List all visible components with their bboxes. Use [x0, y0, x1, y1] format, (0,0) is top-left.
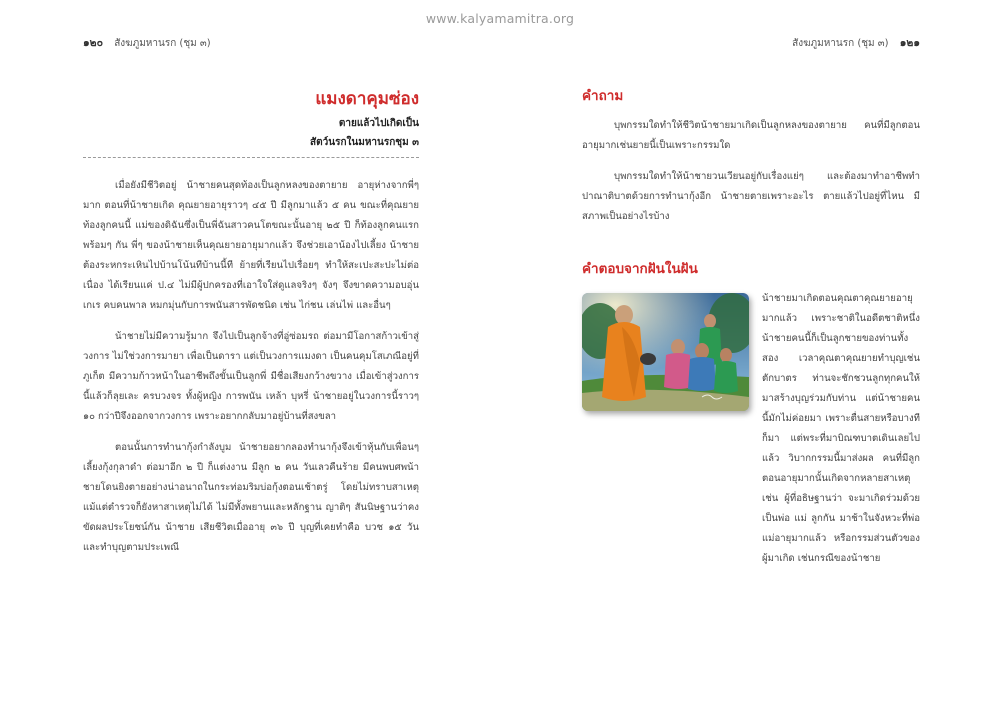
right-page-header — [792, 34, 920, 51]
story-paragraph-1: เมื่อยังมีชีวิตอยู่ น้าชายคนสุดท้องเป็นลูกหลงของตายาย อายุห่างจากพี่ๆ มาก ตอนที่น้าชายเกิด คุณยายอายุราวๆ ๔๕ ปี มีลูกมาแล้ว ๕ คน ขณะที่คุณยายท้องลูกคนนี้ แม่ของดิฉันซึ่งเป็นพี่ฉันสาวคนโตขณะนั้นอายุ ๒๕ ปี ก็ท้องลูกคนแรกพร้อมๆ กัน พี่ๆ ของน้าชายเห็นคุณยายอายุมากแล้ว จึงช่วยเอาน้องไปเลี้ยง น้าชายต้องระหกระเหินไปบ้านโน้นทีบ้านนี้ที ย้ายที่เรียนไปเรื่อยๆ ทำให้สะเปะสะปะไม่ต่อเนื่อง ได้เรียนแค่ ป.๔ ไม่มีผู้ปกครองที่เอาใจใส่ดูแลจริงๆ จังๆ จึงขาดความอบอุ่น เกเร คบคนพาล หมกมุ่นกับการพนันสารพัดชนิด เช่น ไก่ชน เล่นไพ่ และอื่นๆ — [83, 180, 419, 311]
title-divider — [83, 157, 419, 158]
answer-paragraph: น้าชายมาเกิดตอนคุณตาคุณยายอายุมากแล้ว เพราะชาติในอดีตชาติหนึ่ง น้าชายคนนี้ก็เป็นลูกชายของท่านทั้งสอง เวลาคุณตาคุณยายทำบุญเช่นตักบาตร ท่านจะชักชวนลูกทุกคนให้มาสร้างบุญร่วมกับท่าน แต่น้าชายคนนี้มักไม่ค่อยมา เพราะตื่นสายหรือบางทีก็มา แต่พระที่มาบิณฑบาตเดินเลยไปแล้ว วิบากกรรมนี้มาส่งผล คนที่มีลูกตอนอายุมากนั้นเกิดจากหลายสาเหตุ เช่น ผู้ที่อธิษฐานว่า จะมาเกิดร่วมด้วย เป็นพ่อ แม่ ลูกกัน มาช้าในจังหวะที่พ่อแม่อายุมากแล้ว หรือกรรมส่วนตัวของผู้มาเกิด เช่นกรณีของน้าชาย — [762, 293, 920, 564]
answer-heading: คำตอบจากฝันในฝัน — [582, 261, 698, 277]
story-title: แมงดาคุมซ่อง — [315, 89, 419, 109]
answer-section — [582, 289, 920, 569]
story-subtitle-line2: สัตว์นรกในมหานรกชุม ๓ — [310, 137, 419, 148]
right-page-number: ๑๒๑ — [899, 37, 920, 49]
site-url[interactable]: www.kalyamamitra.org — [425, 11, 575, 26]
question-paragraph-2: บุพกรรมใดทำให้น้าชายวนเวียนอยู่กับเรื่องแย่ๆ และต้องมาทำอาชีพทำปาณาติบาตด้วยการทำนากุ้งอีก น้าชายตายเพราะอะไร ตายแล้วไปอยู่ที่ไหน มีสภาพเป็นอย่างไรบ้าง — [582, 171, 920, 222]
story-subtitle-line1: ตายแล้วไปเกิดเป็น — [338, 118, 419, 129]
left-page-column — [83, 84, 419, 569]
right-page-column — [582, 84, 920, 569]
left-page-number: ๑๒๐ — [83, 37, 103, 49]
story-paragraph-2: น้าชายไม่มีความรู้มาก จึงไปเป็นลูกจ้างที่อู่ซ่อมรถ ต่อมามีโอกาสก้าวเข้าสู่วงการ ไม่ใช่วงการมายา เพื่อเป็นดารา แต่เป็นวงการแมงดา เป็นคนคุมโสเภณีอยู่ที่ภูเก็ต มีความก้าวหน้าในอาชีพถึงขั้นเป็นลูกพี่ มีชื่อเสียงกว้างขวาง เมื่อเข้าสู่วงการนี้แล้วก็ลุยเละ ครบวงจร ทั้งผู้หญิง การพนัน เหล้า บุหรี่ น้าชายอยู่ในวงการนี้ราวๆ ๑๐ กว่าปีจึงออกจากวงการ เพราะอยากกลับมาอยู่บ้านที่สงขลา — [83, 331, 419, 422]
question-paragraph-1: บุพกรรมใดทำให้ชีวิตน้าชายมาเกิดเป็นลูกหลงของตายาย คนที่มีลูกตอนอายุมากเช่นยายนี้เป็นเพราะกรรมใด — [582, 120, 920, 151]
right-running-title: สังฆภูมหานรก (ชุม ๓) — [792, 38, 889, 49]
story-paragraph-3: ตอนนั้นการทำนากุ้งกำลังบูม น้าชายอยากลองทำนากุ้งจึงเข้าหุ้นกับเพื่อนๆ เลี้ยงกุ้งกุลาดำ ต่อมาอีก ๒ ปี ก็แต่งงาน มีลูก ๒ คน วันเลวคืนร้าย มีคนพบศพน้าชายโดนยิงตายอย่างน่าอนาถในกระท่อมริมบ่อกุ้งตอนเช้าตรู่ โดยไม่ทราบสาเหตุ แม้แต่ตำรวจก็ยังหาสาเหตุไม่ได้ ไม่มีทั้งพยานและหลักฐาน ญาติๆ สันนิษฐานว่าคงขัดผลประโยชน์กัน น้าชาย เสียชีวิตเมื่ออายุ ๓๖ ปี บุญที่เคยทำคือ บวช ๑๕ วัน และทำบุญตามประเพณี — [83, 442, 419, 553]
left-page-header — [83, 34, 211, 51]
left-running-title: สังฆภูมหานรก (ชุม ๓) — [114, 38, 211, 49]
question-heading: คำถาม — [582, 88, 624, 104]
monk-alms-illustration — [582, 293, 749, 411]
